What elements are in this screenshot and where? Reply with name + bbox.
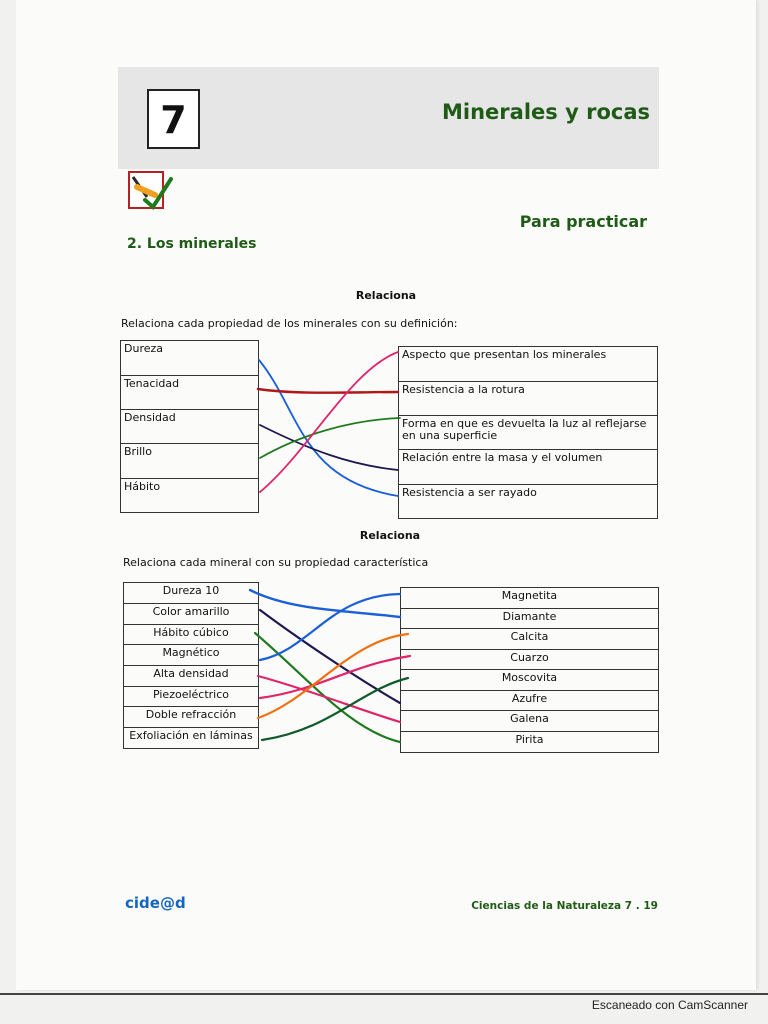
exercise1-right-cell[interactable]: Resistencia a ser rayado (402, 486, 537, 499)
exercise1-right-cell[interactable]: Resistencia a la rotura (399, 382, 657, 416)
exercise2-left-cell[interactable]: Alta densidad (124, 666, 258, 687)
exercise1-left-cell[interactable]: Tenacidad (121, 376, 258, 410)
exercise2-left-cell[interactable]: Piezoeléctrico (124, 687, 258, 707)
page-edge-line (0, 993, 768, 995)
practice-label: Para practicar (519, 212, 647, 231)
exercise1-heading: Relaciona (355, 289, 417, 302)
exercise1-right-cell[interactable]: Aspecto que presentan los minerales (399, 347, 657, 382)
exercise2-right-cell[interactable]: Diamante (401, 609, 658, 629)
exercise2-right-cell[interactable]: Azufre (401, 691, 658, 711)
section-title: 2. Los minerales (127, 236, 257, 252)
exercise2-left-cell[interactable]: Exfoliación en láminas (129, 729, 253, 742)
exercise1-left-cell[interactable]: Dureza (121, 341, 258, 376)
exercise2-left-cell[interactable]: Doble refracción (124, 707, 258, 728)
exercise2-right-cell[interactable]: Cuarzo (401, 650, 658, 670)
exercise2-left-column (123, 582, 259, 749)
scanner-watermark: Escaneado con CamScanner (591, 998, 748, 1012)
cidead-logo: cide@d (125, 894, 186, 912)
exercise2-right-cell[interactable]: Calcita (401, 629, 658, 650)
chapter-number: 7 (147, 89, 200, 149)
exercise2-right-cell[interactable]: Pirita (515, 733, 544, 746)
exercise2-left-cell[interactable]: Magnético (124, 645, 258, 666)
exercise2-instruction: Relaciona cada mineral con su propiedad característica (123, 556, 429, 569)
exercise2-right-cell[interactable]: Galena (401, 711, 658, 732)
exercise2-left-cell[interactable]: Hábito cúbico (124, 625, 258, 645)
chapter-title: Minerales y rocas (442, 100, 650, 124)
exercise2-right-column (400, 587, 659, 753)
exercise1-right-cell[interactable]: Forma en que es devuelta la luz al reflejarse en una superficie (399, 416, 657, 450)
exercise1-left-cell[interactable]: Densidad (121, 410, 258, 444)
pencil-check-icon (125, 167, 173, 213)
exercise2-right-cell[interactable]: Magnetita (401, 588, 658, 609)
exercise2-right-cell[interactable]: Moscovita (401, 670, 658, 691)
exercise2-left-cell[interactable]: Dureza 10 (124, 583, 258, 604)
exercise1-right-column (398, 346, 658, 519)
exercise1-right-cell[interactable]: Relación entre la masa y el volumen (399, 450, 657, 485)
exercise1-left-cell[interactable]: Hábito (124, 480, 161, 493)
exercise1-left-cell[interactable]: Brillo (121, 444, 258, 479)
exercise2-heading: Relaciona (359, 529, 421, 542)
exercise1-instruction: Relaciona cada propiedad de los minerales con su definición: (121, 317, 458, 330)
course-footer: Ciencias de la Naturaleza 7 . 19 (471, 900, 658, 912)
exercise1-left-column (120, 340, 259, 513)
exercise2-left-cell[interactable]: Color amarillo (124, 604, 258, 625)
